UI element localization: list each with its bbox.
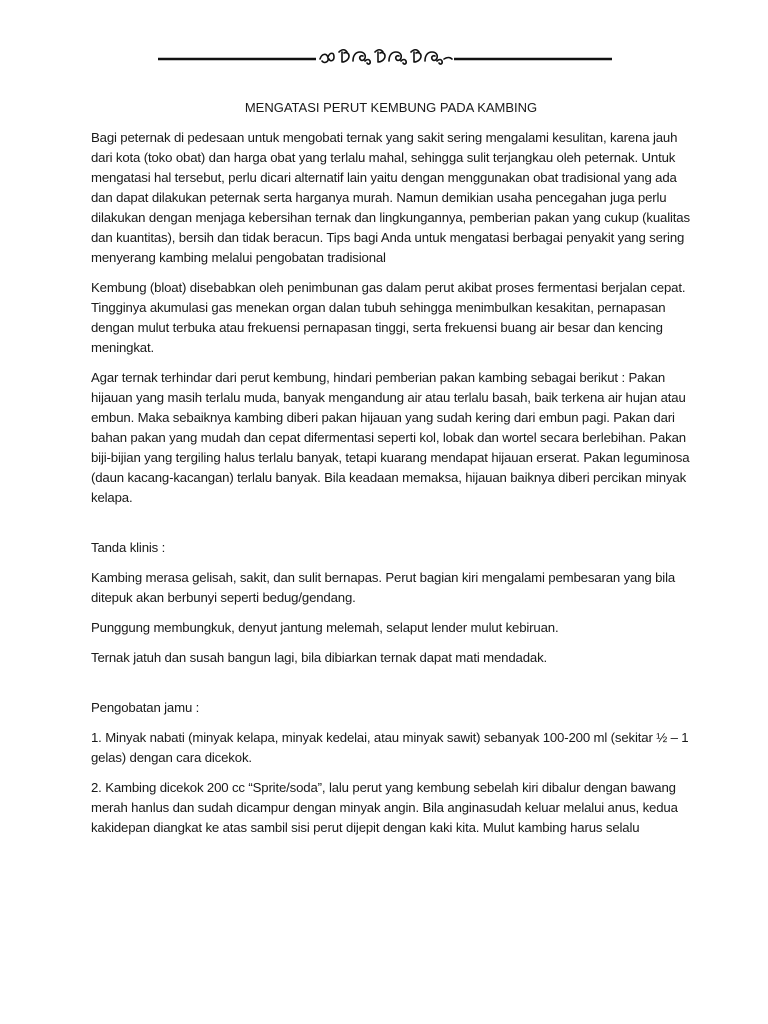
paragraph-intro: Bagi peternak di pedesaan untuk mengobati ternak yang sakit sering mengalami kesulitan, karena jauh dari kota (toko obat) dan harga obat yang terlalu mahal, sehingga sulit terjangkau oleh peternak. Untuk mengatasi hal tersebut, perlu dicari alternatif lain yaitu dengan menggunakan obat tradisional yang ada dan dapat dilakukan peternak serta harganya murah. Namun demikian usaha pencegahan juga perlu dilakukan dengan menjaga kebersihan ternak dan lingkungannya, pemberian pakan yang cukup (kualitas dan kuantitas), bersih dan tidak beracun. Tips bagi Anda untuk mengatasi berbagai penyakit yang sering menyerang kambing melalui pengobatan tradisional	[91, 130, 690, 265]
paragraph-bloat-definition: Kembung (bloat) disebabkan oleh penimbunan gas dalam perut akibat proses fermentasi berjalan cepat. Tingginya akumulasi gas menekan organ dalan tubuh sehingga menimbulkan kesakitan, pernapasan dengan mulut terbuka atau frekuensi pernapasan tinggi, serta frekuensi buang air besar dan kencing meningkat.	[91, 280, 686, 355]
paragraph-treatment-1: 1. Minyak nabati (minyak kelapa, minyak kedelai, atau minyak sawit) sebanyak 100-200 ml (sekitar ½ – 1 gelas) dengan cara dicekok.	[91, 730, 689, 765]
document-body	[91, 98, 691, 848]
heading-herbal-treatment: Pengobatan jamu :	[91, 700, 200, 715]
paragraph-treatment-2: 2. Kambing dicekok 200 cc “Sprite/soda”, lalu perut yang kembung sebelah kiri dibalur dengan bawang merah hanlus dan sudah dicampur dengan minyak angin. Bila anginasudah keluar melalui anus, kedua kakidepan diangkat ke atas sambil sisi perut dijepit dengan kaki kita. Mulut kambing harus selalu	[91, 780, 678, 835]
paragraph-prevention: Agar ternak terhindar dari perut kembung, hindari pemberian pakan kambing sebagai berikut : Pakan hijauan yang masih terlalu muda, banyak mengandung air atau terlalu basah, baik terkena air hujan atau embun. Maka sebaiknya kambing diberi pakan hijauan yang sudah kering dari embun pagi. Pakan dari bahan pakan yang mudah dan cepat difermentasi seperti kol, lobak dan wortel secara berlebihan. Pakan biji-bijian yang tergiling halus terlalu banyak, tetapi kuarang mendapat hijauan erserat. Pakan leguminosa (daun kacang-kacangan) terlalu banyak. Bila keadaan memaksa, hijauan baiknya diberi percikan minyak kelapa.	[91, 370, 690, 505]
paragraph-sign-2: Punggung membungkuk, denyut jantung melemah, selaput lender mulut kebiruan.	[91, 620, 559, 635]
heading-clinical-signs: Tanda klinis :	[91, 540, 166, 555]
decorative-divider-icon	[158, 44, 612, 68]
document-title: MENGATASI PERUT KEMBUNG PADA KAMBING	[244, 100, 538, 115]
paragraph-sign-1: Kambing merasa gelisah, sakit, dan sulit bernapas. Perut bagian kiri mengalami pembesaran yang bila ditepuk akan berbunyi seperti bedug/gendang.	[91, 570, 676, 605]
paragraph-sign-3: Ternak jatuh dan susah bangun lagi, bila dibiarkan ternak dapat mati mendadak.	[91, 650, 548, 665]
